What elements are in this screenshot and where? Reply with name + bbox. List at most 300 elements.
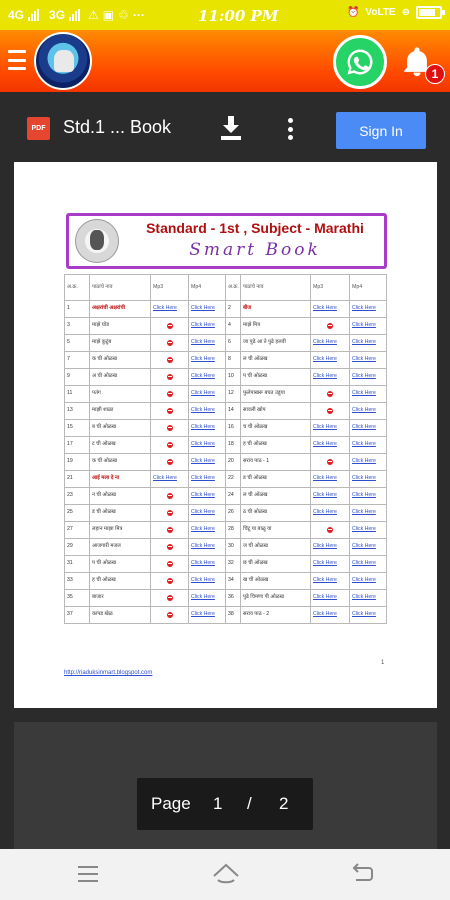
table-cell xyxy=(350,556,387,573)
click-here-link[interactable]: Click Here xyxy=(352,594,376,601)
click-here-link[interactable]: Click Here xyxy=(352,526,376,533)
download-icon[interactable] xyxy=(220,116,242,140)
table-row xyxy=(65,437,387,454)
table-cell xyxy=(311,369,350,386)
table-cell-text: 11 xyxy=(67,390,73,397)
click-here-link[interactable]: Click Here xyxy=(191,526,215,533)
signal-group xyxy=(8,8,145,22)
unavailable-cell xyxy=(151,437,189,454)
table-cell xyxy=(189,556,226,573)
table-cell xyxy=(90,539,151,556)
unavailable-cell xyxy=(151,420,189,437)
hamburger-menu-icon[interactable] xyxy=(8,48,26,72)
table-cell xyxy=(90,522,151,539)
table-cell xyxy=(241,403,311,420)
table-cell-text: 33 xyxy=(67,577,73,584)
click-here-link[interactable]: Click Here xyxy=(313,492,337,499)
table-cell xyxy=(241,335,311,352)
click-here-link[interactable]: Click Here xyxy=(352,373,376,380)
table-cell xyxy=(350,607,387,624)
app-header xyxy=(0,30,450,92)
table-cell-text: 18 xyxy=(228,441,234,448)
column-header: Mp3 xyxy=(151,275,189,301)
table-cell-text: 16 xyxy=(228,424,234,431)
document-header xyxy=(66,213,387,269)
table-cell xyxy=(226,573,241,590)
no-entry-icon xyxy=(167,595,173,601)
table-cell xyxy=(241,522,311,539)
click-here-link[interactable]: Click Here xyxy=(191,424,215,431)
table-cell xyxy=(226,437,241,454)
unavailable-cell xyxy=(311,403,350,420)
no-entry-icon xyxy=(327,527,333,533)
table-cell xyxy=(65,369,90,386)
click-here-link[interactable]: Click Here xyxy=(191,509,215,516)
table-cell xyxy=(350,369,387,386)
click-here-link[interactable]: Click Here xyxy=(191,577,215,584)
table-row xyxy=(65,590,387,607)
table-cell xyxy=(226,590,241,607)
table-cell xyxy=(241,352,311,369)
table-cell xyxy=(189,386,226,403)
table-cell xyxy=(350,522,387,539)
table-cell xyxy=(65,437,90,454)
click-here-link[interactable]: Click Here xyxy=(352,560,376,567)
column-header: पाठाचे नाव xyxy=(90,275,151,301)
table-cell-text: 29 xyxy=(67,543,73,550)
table-cell xyxy=(90,369,151,386)
table-cell xyxy=(350,403,387,420)
table-cell xyxy=(65,556,90,573)
table-cell-text: 34 xyxy=(228,577,234,584)
click-here-link[interactable]: Click Here xyxy=(191,560,215,567)
click-here-link[interactable]: Click Here xyxy=(352,458,376,465)
table-cell-text: 1 xyxy=(67,305,70,312)
unavailable-cell xyxy=(311,386,350,403)
click-here-link[interactable]: Click Here xyxy=(313,509,337,516)
no-entry-icon xyxy=(167,510,173,516)
more-options-icon[interactable] xyxy=(286,118,294,140)
click-here-link[interactable]: Click Here xyxy=(191,390,215,397)
no-entry-icon xyxy=(167,442,173,448)
footer-link[interactable]: http://riaduksinmart.blogspot.com xyxy=(64,670,153,676)
unavailable-cell xyxy=(311,454,350,471)
table-cell xyxy=(350,437,387,454)
clock: 11:00 PM xyxy=(198,7,279,25)
no-entry-icon xyxy=(327,323,333,329)
table-cell xyxy=(65,505,90,522)
click-here-link[interactable]: Click Here xyxy=(352,441,376,448)
table-cell xyxy=(65,522,90,539)
table-cell-text: 38 xyxy=(228,611,234,618)
table-cell xyxy=(311,301,350,318)
table-cell-text: 32 xyxy=(228,560,234,567)
table-cell xyxy=(311,505,350,522)
table-row xyxy=(65,352,387,369)
table-cell xyxy=(189,607,226,624)
table-cell xyxy=(65,607,90,624)
table-cell xyxy=(189,505,226,522)
wifi-icon: ⊜ xyxy=(401,7,410,18)
table-cell-text: 15 xyxy=(67,424,73,431)
table-row xyxy=(65,488,387,505)
table-cell xyxy=(226,301,241,318)
table-cell xyxy=(189,301,226,318)
table-cell-text: 17 xyxy=(67,441,73,448)
pdf-page-number: 1 xyxy=(381,660,385,666)
table-cell-text: ब ची ओळख xyxy=(92,424,116,431)
sign-in-button[interactable]: Sign In xyxy=(336,112,426,149)
table-cell-text: 13 xyxy=(67,407,73,414)
table-cell xyxy=(350,488,387,505)
click-here-link[interactable]: Click Here xyxy=(191,475,215,482)
table-cell xyxy=(90,318,151,335)
table-cell xyxy=(241,420,311,437)
table-body xyxy=(65,301,387,624)
table-cell xyxy=(226,505,241,522)
table-cell-text: 2 xyxy=(228,305,231,312)
table-cell xyxy=(241,386,311,403)
total-pages: 2 xyxy=(279,794,289,813)
table-cell xyxy=(189,437,226,454)
table-cell xyxy=(189,318,226,335)
signal-bars-icon-2 xyxy=(69,9,80,21)
no-entry-icon xyxy=(167,527,173,533)
unavailable-cell xyxy=(151,488,189,505)
table-cell xyxy=(350,420,387,437)
table-cell xyxy=(350,471,387,488)
recycle-icon: ♲ xyxy=(118,8,129,22)
table-cell-text: सावली खोप xyxy=(243,407,266,414)
table-cell-text: न ची ओळख xyxy=(92,492,116,499)
table-cell-text: क ची ओळख xyxy=(92,356,117,363)
table-row xyxy=(65,420,387,437)
table-cell xyxy=(311,573,350,590)
click-here-link[interactable]: Click Here xyxy=(191,492,215,499)
column-header: Mp4 xyxy=(350,275,387,301)
table-row xyxy=(65,573,387,590)
table-cell-text: ल ची ओळख xyxy=(243,356,268,363)
click-here-link[interactable]: Click Here xyxy=(191,458,215,465)
back-icon[interactable] xyxy=(352,863,374,885)
click-here-link[interactable]: Click Here xyxy=(313,594,337,601)
school-logo xyxy=(75,219,119,263)
table-cell xyxy=(189,403,226,420)
table-row xyxy=(65,505,387,522)
unavailable-cell xyxy=(151,556,189,573)
no-entry-icon xyxy=(167,459,173,465)
table-cell-text: जा पुढे आ ते पुढे हलवी xyxy=(243,339,286,346)
table-cell xyxy=(189,539,226,556)
click-here-link[interactable]: Click Here xyxy=(352,356,376,363)
table-row xyxy=(65,471,387,488)
table-cell xyxy=(311,352,350,369)
click-here-link[interactable]: Click Here xyxy=(352,611,376,618)
table-cell xyxy=(226,386,241,403)
table-cell-text: 30 xyxy=(228,543,234,550)
click-here-link[interactable]: Click Here xyxy=(313,577,337,584)
click-here-link[interactable]: Click Here xyxy=(352,577,376,584)
click-here-link[interactable]: Click Here xyxy=(191,356,215,363)
table-cell xyxy=(90,437,151,454)
recent-apps-icon[interactable] xyxy=(78,866,98,882)
table-cell xyxy=(226,471,241,488)
column-header: Mp4 xyxy=(189,275,226,301)
table-cell-text: माझे कुटुंब xyxy=(92,339,112,346)
click-here-link[interactable]: Click Here xyxy=(191,543,215,550)
table-cell-text: ह ची ओळख xyxy=(92,577,116,584)
unavailable-cell xyxy=(151,539,189,556)
click-here-link[interactable]: Click Here xyxy=(313,441,337,448)
click-here-link[interactable]: Click Here xyxy=(313,339,337,346)
click-here-link[interactable]: Click Here xyxy=(352,407,376,414)
table-cell-text: ट ची ओळख xyxy=(92,441,116,448)
table-cell xyxy=(241,471,311,488)
table-cell xyxy=(189,352,226,369)
click-here-link[interactable]: Click Here xyxy=(313,373,337,380)
click-here-link[interactable]: Click Here xyxy=(191,594,215,601)
current-page: 1 xyxy=(213,794,223,813)
no-entry-icon xyxy=(167,323,173,329)
table-cell xyxy=(65,386,90,403)
click-here-link[interactable]: Click Here xyxy=(191,305,215,312)
table-row xyxy=(65,318,387,335)
click-here-link[interactable]: Click Here xyxy=(352,543,376,550)
table-cell xyxy=(226,335,241,352)
column-header: पाठाचे नाव xyxy=(241,275,311,301)
whatsapp-icon[interactable] xyxy=(333,35,387,89)
table-cell xyxy=(65,318,90,335)
table-cell xyxy=(189,369,226,386)
table-cell-text: प ची ओळख xyxy=(92,560,116,567)
no-entry-icon xyxy=(167,612,173,618)
system-nav-bar xyxy=(0,849,450,900)
table-cell-text: लहान माझा मित्र xyxy=(92,526,123,533)
table-row xyxy=(65,386,387,403)
table-cell xyxy=(311,539,350,556)
table-cell xyxy=(241,573,311,590)
table-row xyxy=(65,301,387,318)
notification-badge: 1 xyxy=(425,64,445,84)
table-cell xyxy=(241,488,311,505)
unavailable-cell xyxy=(311,522,350,539)
unavailable-cell xyxy=(151,505,189,522)
no-entry-icon xyxy=(167,408,173,414)
table-cell xyxy=(226,318,241,335)
table-cell xyxy=(311,556,350,573)
click-here-link[interactable]: Click Here xyxy=(191,322,215,329)
no-entry-icon xyxy=(167,561,173,567)
table-cell-text: प ची ओळख xyxy=(243,373,267,380)
click-here-link[interactable]: Click Here xyxy=(352,390,376,397)
unavailable-cell xyxy=(151,403,189,420)
table-cell-text: 7 xyxy=(67,356,70,363)
click-here-link[interactable]: Click Here xyxy=(313,356,337,363)
table-cell xyxy=(350,318,387,335)
table-cell xyxy=(311,590,350,607)
table-cell xyxy=(350,352,387,369)
table-cell xyxy=(350,505,387,522)
table-cell-text: 12 xyxy=(228,390,234,397)
table-cell xyxy=(226,454,241,471)
table-cell-text: 37 xyxy=(67,611,73,618)
table-cell-text: 10 xyxy=(228,373,234,380)
more-dots-icon: ··· xyxy=(132,8,145,22)
table-header-row xyxy=(65,275,387,301)
click-here-link[interactable]: Click Here xyxy=(313,305,337,312)
network-type-2: 3G xyxy=(49,8,66,22)
table-row xyxy=(65,454,387,471)
table-cell-text: 3 xyxy=(67,322,70,329)
click-here-link[interactable]: Click Here xyxy=(313,424,337,431)
table-cell-text: माझी शाळा xyxy=(92,407,114,414)
click-here-link[interactable]: Click Here xyxy=(352,339,376,346)
table-cell-text: ह ची ओळख xyxy=(243,441,267,448)
unavailable-cell xyxy=(311,318,350,335)
click-here-link[interactable]: Click Here xyxy=(313,611,337,618)
click-here-link[interactable]: Click Here xyxy=(352,305,376,312)
table-cell xyxy=(90,454,151,471)
document-subheading: Smart Book xyxy=(189,240,321,260)
table-cell xyxy=(90,590,151,607)
table-cell xyxy=(350,454,387,471)
unavailable-cell xyxy=(151,590,189,607)
table-cell xyxy=(65,471,90,488)
table-cell xyxy=(350,386,387,403)
no-entry-icon xyxy=(167,578,173,584)
network-type-1: 4G xyxy=(8,8,25,22)
click-here-link[interactable]: Click Here xyxy=(191,441,215,448)
table-cell-text: 19 xyxy=(67,458,73,465)
click-here-link[interactable]: Click Here xyxy=(191,339,215,346)
unavailable-cell xyxy=(151,318,189,335)
table-cell xyxy=(189,420,226,437)
table-cell xyxy=(90,505,151,522)
battery-icon xyxy=(416,6,442,19)
click-here-link[interactable]: Click Here xyxy=(191,373,215,380)
table-row xyxy=(65,403,387,420)
unavailable-cell xyxy=(151,335,189,352)
table-cell xyxy=(90,403,151,420)
viewer-toolbar xyxy=(0,92,450,162)
click-here-link[interactable]: Click Here xyxy=(191,611,215,618)
no-entry-icon xyxy=(167,391,173,397)
warning-icon: ⚠ xyxy=(88,8,99,22)
table-cell-text: 28 xyxy=(228,526,234,533)
table-cell-text: 21 xyxy=(67,475,73,482)
table-cell xyxy=(90,352,151,369)
no-entry-icon xyxy=(327,459,333,465)
table-row xyxy=(65,522,387,539)
alarm-icon: ⏰ xyxy=(346,7,360,18)
no-entry-icon xyxy=(327,391,333,397)
click-here-link[interactable]: Click Here xyxy=(352,424,376,431)
no-entry-icon xyxy=(167,425,173,431)
table-cell xyxy=(226,539,241,556)
table-row xyxy=(65,556,387,573)
click-here-link[interactable]: Click Here xyxy=(352,322,376,329)
no-entry-icon xyxy=(167,340,173,346)
table-cell-text: बाजार xyxy=(92,594,104,601)
table-cell-text: आई मला दे ना xyxy=(92,475,120,482)
document-heading: Standard - 1st , Subject - Marathi xyxy=(146,220,364,236)
table-cell xyxy=(65,403,90,420)
click-here-link[interactable]: Click Here xyxy=(352,475,376,482)
table-cell-text: सराव पाठ - 2 xyxy=(243,611,270,618)
click-here-link[interactable]: Click Here xyxy=(191,407,215,414)
table-cell-text: फुलेपाखरू बघत उडूया xyxy=(243,390,285,397)
table-cell xyxy=(65,573,90,590)
table-cell xyxy=(65,590,90,607)
column-header: अ.क्र. xyxy=(226,275,241,301)
table-cell-text: चिंटू या बाळू या xyxy=(243,526,272,533)
table-cell-text: च ची ओळख xyxy=(243,424,268,431)
table-cell-text: 8 xyxy=(228,356,231,363)
table-cell xyxy=(90,386,151,403)
table-cell xyxy=(241,590,311,607)
home-icon[interactable] xyxy=(211,862,241,886)
signal-bars-icon xyxy=(28,9,39,21)
table-cell xyxy=(226,352,241,369)
unavailable-cell xyxy=(151,369,189,386)
table-cell xyxy=(350,301,387,318)
table-cell xyxy=(226,556,241,573)
table-cell xyxy=(226,607,241,624)
click-here-link[interactable]: Click Here xyxy=(153,475,177,482)
page-label: Page xyxy=(151,794,191,813)
table-cell xyxy=(189,335,226,352)
no-entry-icon xyxy=(167,493,173,499)
table-cell-text: ल ची ओळख xyxy=(243,492,268,499)
unavailable-cell xyxy=(151,386,189,403)
pdf-file-icon: PDF xyxy=(27,117,50,140)
click-here-link[interactable]: Click Here xyxy=(313,543,337,550)
table-cell-text: माझे मित्र xyxy=(243,322,261,329)
pdf-page[interactable] xyxy=(14,162,437,708)
no-entry-icon xyxy=(167,357,173,363)
table-cell xyxy=(90,335,151,352)
table-cell-text: 24 xyxy=(228,492,234,499)
status-bar xyxy=(0,0,450,30)
unavailable-cell xyxy=(151,607,189,624)
table-row xyxy=(65,335,387,352)
table-cell xyxy=(189,454,226,471)
table-cell-text: ख ची ओळख xyxy=(243,577,269,584)
click-here-link[interactable]: Click Here xyxy=(153,305,177,312)
table-cell-text: पुढे चिमणा पी ओळख xyxy=(243,594,284,601)
unavailable-cell xyxy=(151,352,189,369)
table-cell xyxy=(241,437,311,454)
click-here-link[interactable]: Click Here xyxy=(313,475,337,482)
table-cell xyxy=(311,471,350,488)
table-cell-text: अक्षरांची अक्षरांची xyxy=(92,305,126,312)
column-header: अ.क्र. xyxy=(65,275,90,301)
table-cell-text: कापड खेळ xyxy=(92,611,113,618)
table-cell xyxy=(226,420,241,437)
table-cell-text: 23 xyxy=(67,492,73,499)
click-here-link[interactable]: Click Here xyxy=(352,509,376,516)
table-cell xyxy=(90,573,151,590)
table-cell xyxy=(311,437,350,454)
volte-label: VoLTE xyxy=(365,7,396,18)
table-cell-text: माझे घोड xyxy=(92,322,109,329)
click-here-link[interactable]: Click Here xyxy=(313,560,337,567)
table-cell xyxy=(90,488,151,505)
click-here-link[interactable]: Click Here xyxy=(352,492,376,499)
table-cell xyxy=(350,539,387,556)
table-cell xyxy=(241,539,311,556)
table-cell xyxy=(151,471,189,488)
